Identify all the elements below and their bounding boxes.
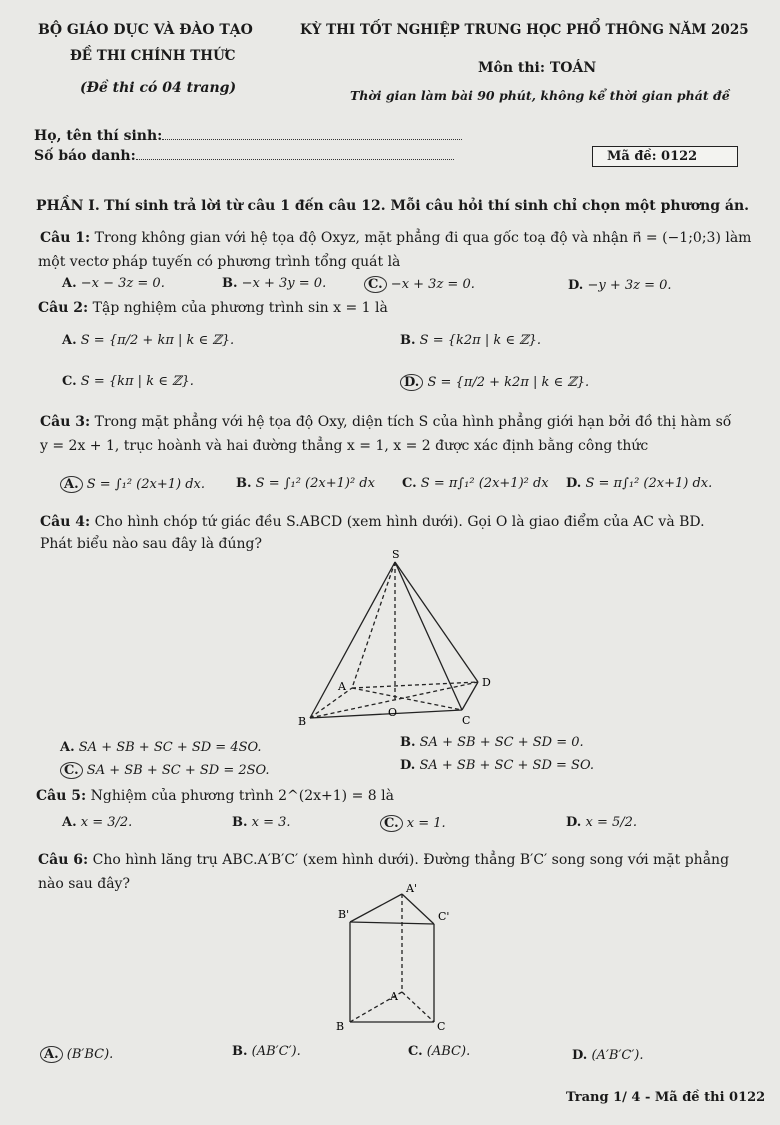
exam-title: KỲ THI TỐT NGHIỆP TRUNG HỌC PHỔ THÔNG NĂM 2025	[300, 22, 749, 38]
q6-option-d[interactable]: D. (A′B′C′).	[572, 1048, 644, 1063]
q5-option-d[interactable]: D. x = 5/2.	[566, 815, 638, 830]
q4-option-a[interactable]: A. SA + SB + SC + SD = 4SO.	[60, 740, 262, 755]
q6-option-b[interactable]: B. (AB′C′).	[232, 1044, 301, 1059]
diag-ac	[352, 688, 462, 710]
q4-option-c[interactable]: C. SA + SB + SC + SD = 2SO.	[60, 762, 270, 779]
prism-figure	[310, 880, 470, 1035]
q3-stem-line1: Câu 3: Trong mặt phẳng với hệ tọa độ Oxy, diện tích S của hình phẳng giới hạn bởi đồ thị hàm số	[40, 414, 732, 430]
q1-option-c[interactable]: C. −x + 3z = 0.	[364, 276, 475, 293]
q2-option-c[interactable]: C. S = {kπ | k ∈ ℤ}.	[62, 374, 194, 389]
q6-option-c[interactable]: C. (ABC).	[408, 1044, 471, 1059]
q5-stem: Câu 5: Nghiệm của phương trình 2^(2x+1) = 8 là	[36, 788, 394, 804]
label-c-prime: C'	[438, 910, 450, 923]
edge-sd	[395, 562, 478, 682]
q5-option-b[interactable]: B. x = 3.	[232, 815, 291, 830]
label-a: A	[338, 680, 346, 693]
q3-option-c[interactable]: C. S = π∫₁² (2x+1)² dx	[402, 476, 549, 491]
label-a: A	[390, 990, 398, 1003]
edge-a1c1	[402, 894, 434, 924]
q3-option-d[interactable]: D. S = π∫₁² (2x+1) dx.	[566, 476, 713, 491]
q1-stem-line2: một vectơ pháp tuyến có phương trình tổng quát là	[38, 254, 401, 270]
q4-stem-line1: Câu 4: Cho hình chóp tứ giác đều S.ABCD (xem hình dưới). Gọi O là giao điểm của AC và BD.	[40, 514, 705, 530]
q1-stem-line1: Câu 1: Trong không gian với hệ tọa độ Oxyz, mặt phẳng đi qua gốc toạ độ và nhận n⃗ = (−1;0;3) làm	[40, 230, 752, 246]
q2-option-b[interactable]: B. S = {k2π | k ∈ ℤ}.	[400, 333, 541, 348]
page-footer: Trang 1/ 4 - Mã đề thi 0122	[566, 1090, 766, 1105]
official-exam-label: ĐỀ THI CHÍNH THỨC	[70, 48, 236, 64]
label-d: D	[482, 676, 491, 689]
edge-b1c1	[350, 922, 434, 924]
pages-note: (Đề thi có 04 trang)	[80, 80, 237, 96]
q4-option-b[interactable]: B. SA + SB + SC + SD = 0.	[400, 735, 584, 750]
label-b-prime: B'	[338, 908, 350, 921]
part1-heading: PHẦN I. Thí sinh trả lời từ câu 1 đến câu 12. Mỗi câu hỏi thí sinh chỉ chọn một phương án.	[36, 198, 750, 214]
edge-bc	[310, 710, 462, 718]
candidate-name-label: Họ, tên thí sinh:	[34, 128, 462, 144]
q1-option-a[interactable]: A. −x − 3z = 0.	[62, 276, 165, 291]
q2-stem: Câu 2: Tập nghiệm của phương trình sin x = 1 là	[38, 300, 388, 316]
q3-option-b[interactable]: B. S = ∫₁² (2x+1)² dx	[236, 476, 375, 491]
subject-label: Môn thi: TOÁN	[478, 60, 597, 76]
exam-code-box: Mã đề: 0122	[592, 146, 738, 167]
q5-option-a[interactable]: A. x = 3/2.	[62, 815, 133, 830]
label-c: C	[437, 1020, 446, 1033]
q1-option-b[interactable]: B. −x + 3y = 0.	[222, 276, 327, 291]
q4-option-d[interactable]: D. SA + SB + SC + SD = SO.	[400, 758, 594, 773]
edge-a1b1	[350, 894, 402, 922]
label-s: S	[392, 550, 400, 561]
pyramid-figure	[290, 550, 510, 740]
q6-stem-line1: Câu 6: Cho hình lăng trụ ABC.A′B′C′ (xem hình dưới). Đường thẳng B′C′ song song với mặt phẳng	[38, 852, 730, 868]
label-c: C	[462, 714, 471, 727]
q3-stem-line2: y = 2x + 1, trục hoành và hai đường thẳng x = 1, x = 2 được xác định bằng công thức	[40, 438, 649, 454]
edge-ad	[352, 682, 478, 688]
label-b: B	[298, 715, 307, 728]
q3-option-a[interactable]: A. S = ∫₁² (2x+1) dx.	[60, 476, 205, 493]
q2-option-d[interactable]: D. S = {π/2 + k2π | k ∈ ℤ}.	[400, 374, 589, 391]
q2-option-a[interactable]: A. S = {π/2 + kπ | k ∈ ℤ}.	[62, 333, 235, 348]
candidate-id-label: Số báo danh:	[34, 148, 454, 164]
edge-sa	[352, 562, 395, 688]
q4-stem-line2: Phát biểu nào sau đây là đúng?	[40, 536, 263, 552]
edge-ac	[402, 992, 434, 1022]
ministry-name: BỘ GIÁO DỤC VÀ ĐÀO TẠO	[38, 22, 253, 38]
q6-stem-line2: nào sau đây?	[38, 876, 130, 892]
label-o: O	[388, 706, 398, 719]
q1-option-d[interactable]: D. −y + 3z = 0.	[568, 278, 672, 293]
time-note: Thời gian làm bài 90 phút, không kể thời gian phát đề	[350, 88, 730, 103]
label-a-prime: A'	[406, 882, 417, 895]
label-b: B	[336, 1020, 345, 1033]
q6-option-a[interactable]: A. (B′BC).	[40, 1046, 113, 1063]
edge-cd	[462, 682, 478, 710]
edge-sc	[395, 562, 462, 710]
q5-option-c[interactable]: C. x = 1.	[380, 815, 446, 832]
